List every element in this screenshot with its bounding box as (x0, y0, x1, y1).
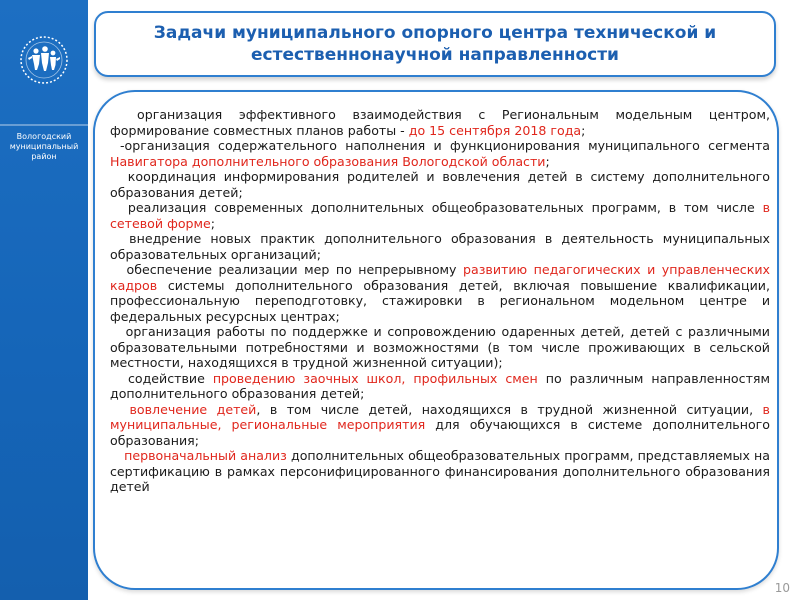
task-item (110, 324, 770, 371)
task-item (110, 169, 770, 200)
task-item (110, 371, 770, 402)
title-box (94, 11, 776, 77)
task-text: ; (581, 122, 586, 138)
task-text: по различным направленностям дополнительного образования детей; (110, 370, 770, 401)
task-text: ; (545, 153, 550, 169)
task-highlight: в муниципальные, региональные мероприятия (110, 401, 770, 432)
task-highlight: первоначальный анализ (124, 448, 287, 463)
task-highlight: Навигатора дополнительного образования Вологодской области (110, 153, 546, 169)
task-highlight: до 15 сентября 2018 года (408, 122, 582, 138)
task-text: для обучающихся в системе дополнительного образования; (110, 417, 770, 448)
task-highlight: в сетевой форме (110, 200, 770, 231)
task-text: обеспечение реализации мер по непрерывному (120, 262, 464, 277)
district-label: Вологодский муниципальный район (9, 132, 79, 161)
task-item (110, 402, 770, 449)
task-text: ; (210, 215, 216, 231)
task-text: системы дополнительного образования детей, включая повышение квалификации, профессиональную переподготовку, стажировки в региональном модельном центре и федеральных ресурсных центрах; (110, 277, 770, 324)
page-title: Задачи муниципального опорного центра технической и естественнонаучной направленности (153, 23, 717, 65)
tasks-list (110, 107, 770, 495)
task-text: координация информирования родителей и вовлечения детей в систему дополнительного образования детей; (110, 169, 770, 200)
task-text: реализация современных дополнительных общеобразовательных программ, в том числе (120, 200, 763, 215)
task-item (110, 448, 770, 495)
task-text: внедрение новых практик дополнительного образования в деятельность муниципальных образовательных организаций; (110, 231, 770, 262)
task-highlight: проведению заочных школ, профильных смен (212, 370, 538, 386)
task-item (110, 262, 770, 324)
people-circle-logo-icon (18, 34, 70, 86)
sidebar (0, 0, 88, 600)
task-text: организация работы по поддержке и сопровождению одаренных детей, детей с различными образовательными потребностями и возможностями (в том числе проживающих в сельской местности, находящихся в трудной жизненной ситуации); (110, 324, 770, 370)
page-number: 10 (774, 581, 790, 595)
task-text: -организация содержательного наполнения и функционирования муниципального сегмента (120, 138, 770, 153)
task-text: организация эффективного взаимодействия с Региональным модельным центром, формирование совместных планов работы - (110, 107, 770, 138)
sidebar-divider (0, 124, 88, 126)
task-text: дополнительных общеобразовательных программ, представляемых на сертификацию в рамках персонифицированного финансирования дополнительного образования детей (110, 448, 770, 494)
task-text: , в том числе детей, находящихся в трудной жизненной ситуации, (256, 401, 763, 417)
task-text: содействие (120, 370, 213, 386)
task-item (110, 138, 770, 169)
task-item (110, 200, 770, 231)
task-item (110, 107, 770, 138)
task-highlight: развитию педагогических и управленческих кадров (110, 262, 770, 293)
task-item (110, 231, 770, 262)
task-highlight: вовлечение детей (129, 401, 257, 417)
